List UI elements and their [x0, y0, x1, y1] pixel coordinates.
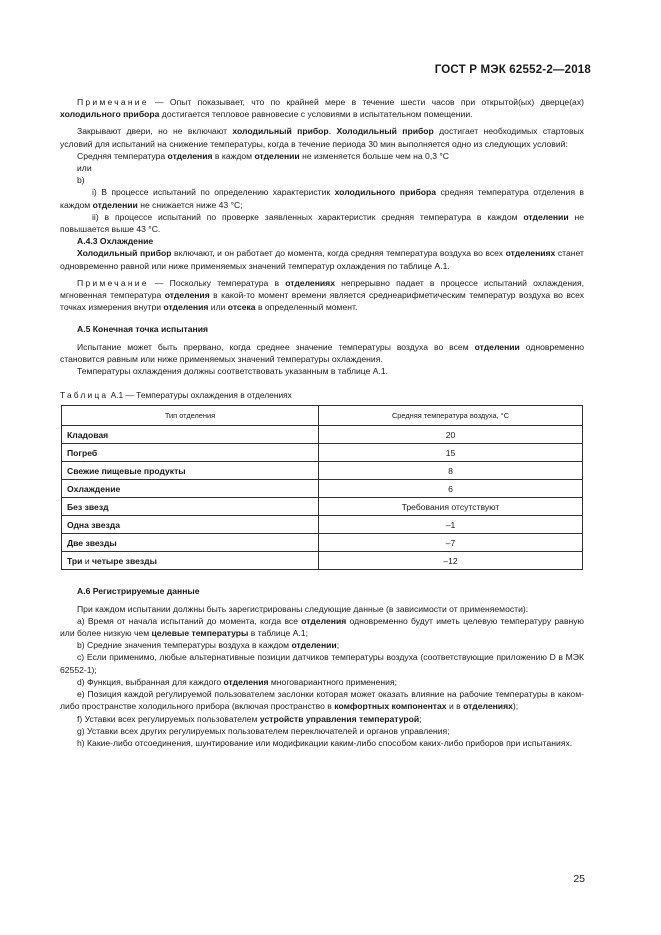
section-heading-a5: А.5 Конечная точка испытания: [77, 324, 209, 335]
note-paragraph: Примечание — Опыт показывает, что по крайней мере в течение шести часов при открытой(ых) дверце(ах) холодильного прибора достигается тепловое равновесие с условиями в испытательном помещении.: [60, 97, 584, 120]
recorded-data-intro: При каждом испытании должны быть зарегистрированы следующие данные (в зависимости от применяемости):: [77, 603, 529, 614]
list-item-e: e) Позиция каждой регулируемой пользователем заслонки которая может оказать влияние на рабочие температуры в каком-либо пространстве холодильного прибора (включая пространство в комфортных компонентах и в отделениях);: [60, 689, 584, 712]
table-row: Охлаждение 6: [62, 480, 583, 498]
list-item-c: c) Если применимо, любые альтернативные позиции датчиков температуры воздуха (соответствующие приложению D в МЭК 62552-1);: [60, 652, 584, 675]
table-caption: Таблица А.1 — Температуры охлаждения в отделениях: [60, 390, 292, 401]
end-point-paragraph-2: Температуры охлаждения должны соответствовать указанным в таблице А.1.: [77, 366, 389, 377]
note-label: Примечание: [77, 97, 149, 107]
cooling-paragraph: Холодильный прибор включают, и он работает до момента, когда средняя температура воздуха во всех отделениях станет одновременно равной или ниже применяемых значений температур охлаждения по таблице А.1.: [60, 248, 584, 271]
table-row: Свежие пищевые продукты 8: [62, 462, 583, 480]
list-item-b: b) Средние значения температуры воздуха в каждом отделении;: [77, 640, 340, 651]
table-row: Кладовая 20: [62, 426, 583, 444]
table-row: Две звезды –7: [62, 534, 583, 552]
list-item-g: g) Уставки всех других регулируемых пользователем переключателей и органов управления;: [77, 725, 450, 736]
list-item-f: f) Уставки всех регулируемых пользователем устройств управления температурой;: [77, 713, 422, 724]
list-item-h: h) Какие-либо отсоединения, шунтирование или модификации каким-либо способом каких-либо приборов при испытаниях.: [77, 737, 573, 748]
list-item-d: d) Функция, выбранная для каждого отделения многовариантного применения;: [77, 676, 398, 687]
note-label: Примечание: [77, 277, 149, 288]
page-content: [60, 96, 584, 749]
section-heading-a6: А.6 Регистрируемые данные: [77, 586, 200, 597]
table-row: Без звезд Требования отсутствуют: [62, 498, 583, 516]
table-header-average-temperature: Средняя температура воздуха, °C: [319, 406, 583, 426]
item-i: i) В процессе испытаний по определению характеристик холодильного прибора средняя температура отделения в каждом отделении не снижается ниже 43 °C;: [60, 187, 584, 210]
table-row: Погреб 15: [62, 444, 583, 462]
table-row: Одна звезда –1: [62, 516, 583, 534]
cooling-temperature-table: [61, 405, 583, 570]
closing-doors-paragraph: Закрывают двери, но не включают холодильный прибор. Холодильный прибор достигает необходимых стартовых условий для испытаний на снижение температуры, когда в течение периода 30 мин выполняется одно из следующих условий:: [60, 126, 584, 149]
list-item-a: a) Время от начала испытаний до момента, когда все отделения одновременно будут иметь целевую температуру равную или более низкую чем целевые температуры в таблице А.1;: [60, 615, 584, 639]
section-heading-a43: А.4.3 Охлаждение: [77, 236, 154, 247]
item-ii: ii) в процессе испытаний по проверке заявленных характеристик средняя температура в каждом отделении не повышается выше 43 °C.: [60, 211, 584, 235]
table-row: Три и четыре звезды –12: [62, 552, 583, 570]
average-temp-paragraph: Средняя температура отделения в каждом отделении не изменяется больше чем на 0,3 °C: [77, 150, 450, 161]
note-paragraph-2: Примечание — Поскольку температура в отделениях непрерывно падает в процессе испытаний охлаждения, мгновенная температура отделения в какой-то момент времени является среднеарифметическим температур воздуха во всех точках измерения внутри отделения или отсека в определенный момент.: [60, 277, 584, 313]
table-header-compartment-type: Тип отделения: [62, 406, 319, 426]
or-text: или: [77, 163, 92, 174]
end-point-paragraph: Испытание может быть прервано, когда среднее значение температуры воздуха во всем отделении одновременно становится равным или ниже применяемых значений температуры охлаждения.: [60, 341, 584, 364]
page-number: 25: [573, 873, 585, 885]
item-b-label: b): [77, 175, 85, 186]
standard-header: ГОСТ Р МЭК 62552-2—2018: [434, 64, 591, 76]
